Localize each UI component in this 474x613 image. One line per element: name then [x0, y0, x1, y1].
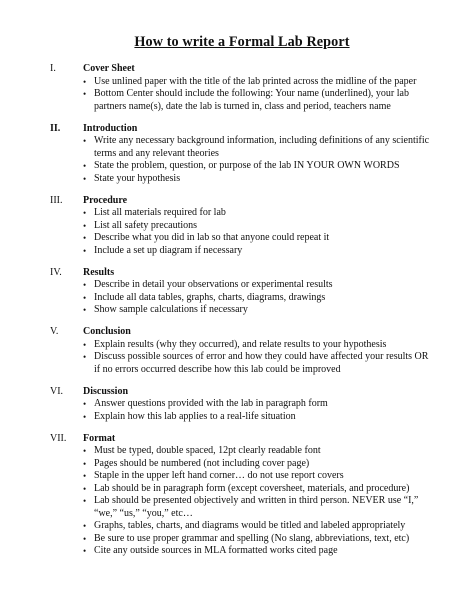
list-item	[83, 351, 434, 376]
list-item	[83, 545, 434, 558]
bullet-icon: •	[83, 136, 87, 146]
section	[50, 267, 434, 317]
list-item-text: Explain results (why they occurred), and relate results to your hypothesis	[94, 338, 387, 350]
section-numeral: I.	[50, 63, 56, 74]
bullet-icon: •	[83, 89, 87, 99]
list-item	[83, 245, 434, 258]
bullet-list	[50, 76, 434, 114]
list-item-text: Describe what you did in lab so that anyone could repeat it	[94, 232, 330, 243]
bullet-icon: •	[83, 446, 87, 456]
list-item-text: Include all data tables, graphs, charts, diagrams, drawings	[94, 291, 326, 303]
section-title: Results	[83, 266, 115, 278]
list-item-text: Use unlined paper with the title of the lab printed across the midline of the paper	[94, 75, 417, 87]
list-item-text: Staple in the upper left hand corner… do not use report covers	[94, 470, 344, 481]
list-item	[83, 339, 434, 352]
section-title: Introduction	[83, 122, 138, 134]
section-heading	[50, 63, 434, 76]
list-item-text: Graphs, tables, charts, and diagrams would be titled and labeled appropriately	[94, 520, 406, 531]
bullet-list	[50, 279, 434, 317]
bullet-icon: •	[83, 496, 87, 506]
list-item	[83, 304, 434, 317]
bullet-icon: •	[83, 161, 87, 171]
list-item	[83, 495, 434, 520]
bullet-list	[50, 339, 434, 377]
list-item-text: Show sample calculations if necessary	[94, 304, 248, 315]
bullet-icon: •	[83, 208, 87, 218]
list-item	[83, 160, 434, 173]
section-heading	[50, 195, 434, 208]
section	[50, 195, 434, 258]
list-item-text: Include a set up diagram if necessary	[94, 244, 243, 256]
list-item-text: Lab should be in paragraph form (except coversheet, materials, and procedure)	[94, 482, 410, 494]
section-title: Discussion	[83, 385, 129, 397]
bullet-icon: •	[83, 521, 87, 531]
section-numeral: V.	[50, 326, 59, 337]
list-item	[83, 76, 434, 89]
bullet-icon: •	[83, 399, 87, 409]
section-heading	[50, 123, 434, 136]
section-numeral: VII.	[50, 432, 67, 444]
section-title: Procedure	[83, 194, 128, 206]
section	[50, 63, 434, 113]
list-item	[83, 88, 434, 113]
list-item-text: Be sure to use proper grammar and spelling (No slang, abbreviations, text, etc)	[94, 532, 410, 544]
list-item-text: List all safety precautions	[94, 219, 198, 231]
section-numeral: III.	[50, 194, 63, 206]
list-item	[83, 135, 434, 160]
section	[50, 386, 434, 424]
list-item	[83, 483, 434, 496]
bullet-icon: •	[83, 280, 87, 290]
list-item-text: Must be typed, double spaced, 12pt clearly readable font	[94, 445, 321, 456]
section-title: Format	[83, 432, 116, 444]
bullet-icon: •	[83, 76, 87, 87]
section-numeral: II.	[50, 122, 61, 134]
list-item-text: Write any necessary background information, including definitions of any scientific terms and any relevant theories	[94, 135, 430, 159]
list-item-text: Answer questions provided with the lab in paragraph form	[94, 398, 328, 409]
bullet-icon: •	[83, 471, 87, 481]
bullet-icon: •	[83, 546, 87, 556]
list-item-text: Cite any outside sources in MLA formatted works cited page	[94, 545, 338, 556]
bullet-icon: •	[83, 220, 87, 231]
bullet-list	[50, 445, 434, 558]
list-item	[83, 232, 434, 245]
list-item	[83, 398, 434, 411]
bullet-icon: •	[83, 339, 87, 350]
bullet-icon: •	[83, 458, 87, 469]
bullet-icon: •	[83, 352, 87, 362]
list-item-text: Bottom Center should include the following: Your name (underlined), your lab partners name(s), date the lab is turned in, class and period, teachers name	[94, 88, 409, 112]
list-item	[83, 173, 434, 186]
bullet-icon: •	[83, 533, 87, 544]
bullet-icon: •	[83, 483, 87, 494]
bullet-icon: •	[83, 173, 87, 184]
list-item	[83, 520, 434, 533]
list-item	[83, 207, 434, 220]
list-item	[83, 411, 434, 424]
section-title: Cover Sheet	[83, 63, 135, 74]
bullet-list	[50, 398, 434, 423]
section	[50, 326, 434, 376]
list-item-text: Lab should be presented objectively and written in third person. NEVER use “I,” “we,” “us,” “you,” etc…	[94, 495, 419, 519]
list-item	[83, 279, 434, 292]
section-heading	[50, 433, 434, 446]
page-title: How to write a Formal Lab Report	[134, 34, 350, 50]
list-item	[83, 445, 434, 458]
section	[50, 123, 434, 186]
list-item-text: Pages should be numbered (not including cover page)	[94, 457, 310, 469]
bullet-icon: •	[83, 233, 87, 243]
section-heading	[50, 386, 434, 399]
list-item	[83, 533, 434, 546]
bullet-icon: •	[83, 245, 87, 256]
list-item-text: State the problem, question, or purpose of the lab IN YOUR OWN WORDS	[94, 160, 400, 171]
list-item-text: Describe in detail your observations or experimental results	[94, 279, 333, 290]
section-heading	[50, 326, 434, 339]
list-item	[83, 470, 434, 483]
bullet-list	[50, 207, 434, 257]
list-item-text: State your hypothesis	[94, 172, 181, 184]
bullet-icon: •	[83, 292, 87, 303]
bullet-icon: •	[83, 411, 87, 422]
section-numeral: VI.	[50, 385, 64, 397]
section-heading	[50, 267, 434, 280]
list-item	[83, 458, 434, 471]
list-item-text: List all materials required for lab	[94, 207, 226, 218]
list-item-text: Explain how this lab applies to a real-life situation	[94, 410, 296, 422]
section	[50, 433, 434, 558]
list-item	[83, 220, 434, 233]
bullet-list	[50, 135, 434, 185]
section-numeral: IV.	[50, 266, 62, 278]
section-list	[50, 63, 434, 558]
list-item-text: Discuss possible sources of error and how they could have affected your results OR if no errors occurred describe how this lab could be improved	[94, 351, 429, 375]
list-item	[83, 292, 434, 305]
section-title: Conclusion	[83, 326, 131, 337]
bullet-icon: •	[83, 305, 87, 315]
